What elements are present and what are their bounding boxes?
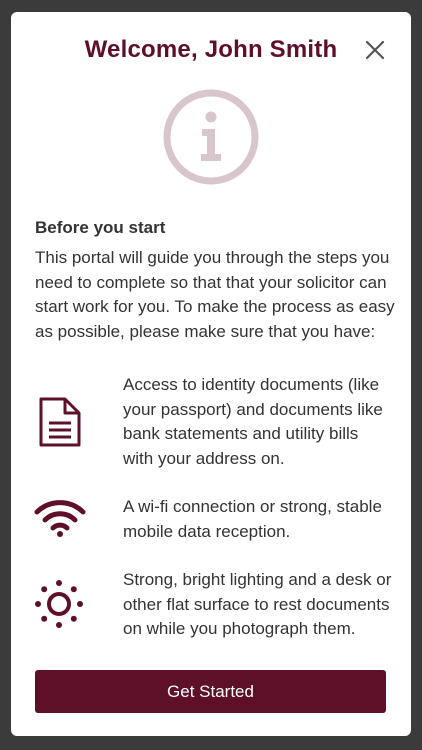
requirement-wifi-text: A wi-fi connection or strong, stable mobile data reception. — [123, 497, 382, 541]
requirement-lighting-text: Strong, bright lighting and a desk or other flat surface to rest documents on while you photograph them. — [123, 570, 392, 638]
intro-paragraph: This portal will guide you through the steps you need to complete so that that your solicitor can start work for you. To make the process as easy as possible, please make sure that you have: — [35, 248, 395, 341]
modal-title: Welcome, John Smith — [84, 36, 338, 63]
wifi-icon — [34, 498, 86, 538]
close-icon[interactable] — [365, 40, 385, 60]
sun-icon — [34, 579, 84, 629]
document-icon — [38, 396, 82, 448]
requirement-documents-text: Access to identity documents (like your passport) and documents like bank statements and utility bills with your address on. — [123, 375, 383, 468]
before-you-start-heading: Before you start — [35, 218, 166, 237]
welcome-modal — [11, 12, 411, 736]
get-started-button[interactable]: Get Started — [35, 670, 386, 713]
info-circle-icon — [162, 88, 260, 186]
